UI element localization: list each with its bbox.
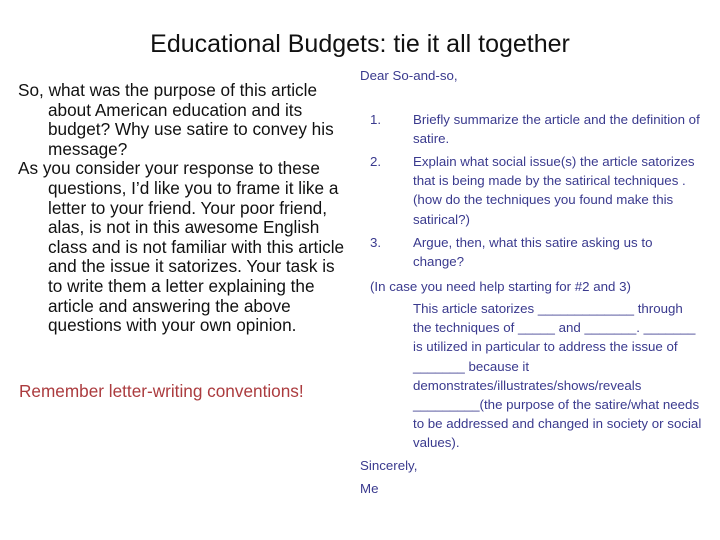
letter-signature: Me xyxy=(360,481,379,496)
letter-greeting: Dear So-and-so, xyxy=(360,68,458,83)
instruction-paragraph: As you consider your response to these questions, I’d like you to frame it like a letter to your friend. Your poor friend, alas, is not in this awesome English class and is not familiar with this article and the issue it satorizes. Your task is to write them a letter explaining the article and answering the above questions with your own opinion. xyxy=(18,158,345,336)
instructions xyxy=(18,81,353,336)
list-text: Briefly summarize the article and the definition of satire. xyxy=(413,112,700,147)
sentence-template: This article satorizes _____________ through the techniques of _____ and _______. _______ is utilized in particular to address the issue of _______ because it demonstrates/illustrates/shows/reveals _________(the purpose of the satire/what needs to be addressed and changed in society or social values). xyxy=(413,301,702,451)
letter-closing: Sincerely, xyxy=(360,458,418,473)
list-number: 2. xyxy=(370,154,382,169)
list-text: Explain what social issue(s) the article satorizes that is being made by the satirical techniques . (how do the techniques you found make this satirical?) xyxy=(413,154,695,227)
slide-title: Educational Budgets: tie it all together xyxy=(150,30,570,58)
list-text: Argue, then, what this satire asking us to change? xyxy=(413,235,653,270)
instruction-paragraph: So, what was the purpose of this article about American education and its budget? Why use satire to convey his message? xyxy=(18,80,334,159)
list-number: 1. xyxy=(370,112,382,127)
help-line: (In case you need help starting for #2 and 3) xyxy=(370,279,631,294)
list-number: 3. xyxy=(370,235,382,250)
letter-template xyxy=(360,0,705,540)
reminder-note: Remember letter-writing conventions! xyxy=(19,381,304,401)
